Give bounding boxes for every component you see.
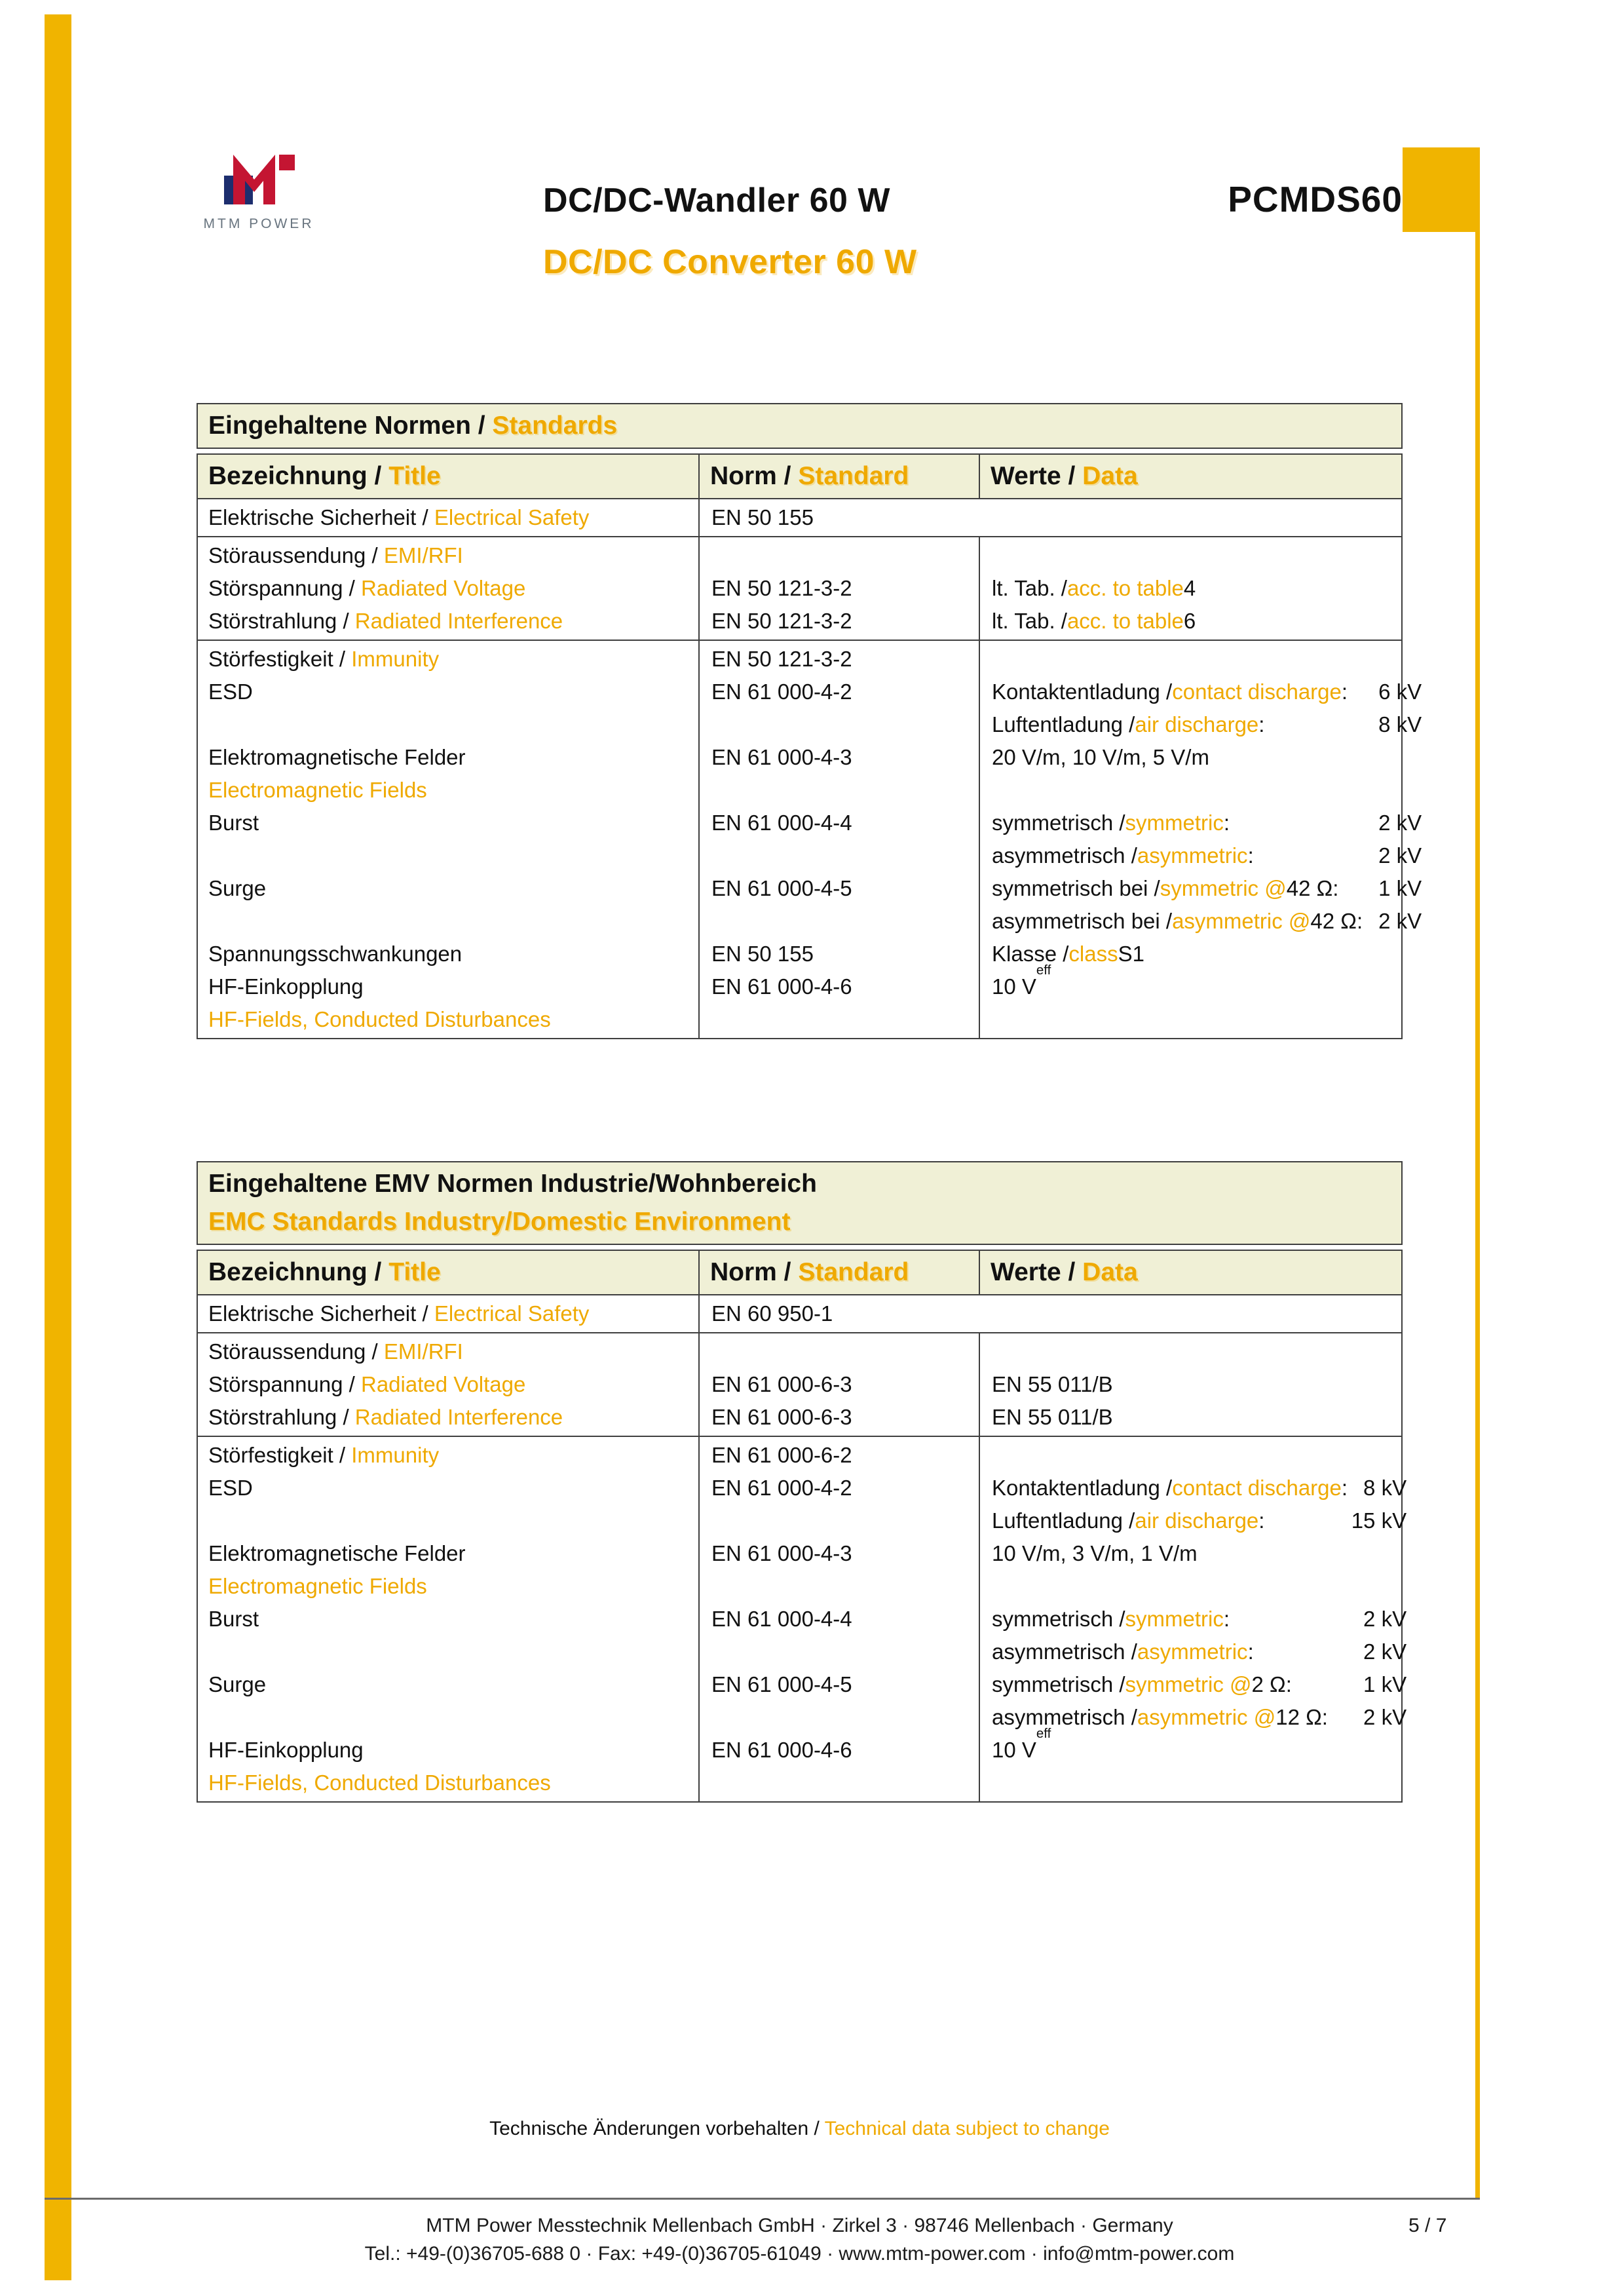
change-notice — [197, 2118, 1403, 2140]
text-segment: EN 61 000-4-6 — [711, 974, 852, 999]
row-norm — [700, 872, 979, 905]
row-title — [198, 938, 698, 970]
text-segment: HF-Einkopplung — [208, 1738, 364, 1762]
standards-table-column-headers — [197, 453, 1403, 499]
text-segment: 42 Ω: — [1286, 876, 1339, 900]
row-title — [198, 807, 698, 839]
text-segment: EN 61 000-4-5 — [711, 876, 852, 900]
text-segment: Luftentladung / — [992, 712, 1135, 737]
column-header-0 — [198, 455, 698, 498]
text-segment: Electrical Safety — [434, 505, 590, 529]
text-segment: EN 61 000-4-3 — [711, 1541, 852, 1565]
row-value: 8 kV — [1363, 1476, 1407, 1500]
table-row-group — [198, 640, 1422, 1038]
text-segment: EN 61 000-4-2 — [711, 1476, 852, 1500]
row-norm — [700, 938, 979, 970]
text-segment: symmetrisch / — [992, 1672, 1125, 1696]
standards-table-body — [197, 499, 1422, 1039]
row-norm — [700, 708, 979, 741]
text-segment: Elektromagnetische Felder — [208, 1541, 466, 1565]
text-segment: symmetrisch / — [992, 1607, 1125, 1631]
row-norm — [700, 676, 979, 708]
row-norm — [700, 501, 1401, 534]
row-data — [980, 539, 1401, 572]
text-segment: ESD — [208, 679, 253, 704]
text-segment: lt. Tab. / — [992, 609, 1067, 633]
text-segment: : — [1223, 1607, 1230, 1631]
row-value: 2 kV — [1378, 843, 1422, 868]
name-column — [198, 499, 698, 536]
text-segment: 12 Ω: — [1275, 1705, 1328, 1729]
emc-table-body — [197, 1295, 1407, 1803]
row-value: 2 kV — [1363, 1607, 1407, 1631]
text-segment: : — [1341, 679, 1348, 704]
row-title — [198, 1603, 698, 1636]
name-column — [198, 1295, 698, 1332]
text-segment: EMI/RFI — [383, 1339, 463, 1364]
text-segment: Data — [1082, 462, 1138, 490]
text-segment: Werte / — [991, 462, 1083, 490]
text-segment: 42 Ω: — [1310, 909, 1363, 933]
data-column — [979, 641, 1435, 1038]
row-norm — [700, 1734, 979, 1767]
row-norm — [700, 1767, 979, 1799]
text-segment: Klasse / — [992, 942, 1069, 966]
text-segment: Electromagnetic Fields — [208, 1574, 427, 1598]
text-segment: eff — [1036, 963, 1051, 978]
row-title — [198, 872, 698, 905]
text-segment: : — [1247, 1639, 1254, 1664]
title-german: DC/DC-Wandler 60 W — [543, 182, 890, 220]
row-norm — [700, 1537, 979, 1570]
text-segment: EN 61 000-4-4 — [711, 811, 852, 835]
row-norm — [700, 1401, 979, 1434]
row-norm — [700, 970, 979, 1003]
page-number: 5 / 7 — [1408, 2215, 1447, 2236]
row-norm — [700, 1439, 979, 1472]
mtm-logo — [197, 143, 321, 232]
text-segment: Norm / — [710, 1258, 799, 1286]
row-data — [980, 1472, 1420, 1504]
change-notice-en: Technical data subject to change — [824, 2118, 1110, 2139]
row-value: 1 kV — [1363, 1672, 1407, 1696]
text-segment: EN 61 000-6-2 — [711, 1443, 852, 1467]
emc-table-column-headers — [197, 1250, 1403, 1295]
row-data — [980, 572, 1401, 605]
row-title — [198, 1335, 698, 1368]
text-segment: Elektromagnetische Felder — [208, 745, 466, 769]
row-value: 8 kV — [1378, 712, 1422, 737]
row-title — [198, 1297, 698, 1330]
name-column — [198, 537, 698, 640]
row-data — [980, 1668, 1420, 1701]
text-segment: Elektrische Sicherheit / — [208, 1301, 434, 1326]
norm-column — [698, 1333, 979, 1436]
column-header-0 — [198, 1251, 698, 1294]
row-data — [980, 605, 1401, 638]
text-segment: asymmetrisch bei / — [992, 909, 1173, 933]
text-segment: contact discharge — [1172, 679, 1342, 704]
row-title — [198, 970, 698, 1003]
row-title — [198, 1003, 698, 1036]
row-data — [980, 1439, 1420, 1472]
row-data — [980, 676, 1435, 708]
text-segment: EN 50 121-3-2 — [711, 576, 852, 600]
text-segment: contact discharge — [1172, 1476, 1342, 1500]
row-value: 2 kV — [1378, 811, 1422, 835]
text-segment: Title — [388, 1258, 441, 1286]
row-norm — [700, 572, 979, 605]
text-segment: Data — [1082, 1258, 1138, 1286]
row-norm — [700, 1297, 1401, 1330]
text-segment: air discharge — [1135, 1508, 1259, 1533]
row-norm — [700, 1668, 979, 1701]
text-segment: EN 50 121-3-2 — [711, 609, 852, 633]
text-segment: Störspannung / — [208, 576, 361, 600]
norm-column — [698, 499, 1401, 536]
row-title — [198, 1767, 698, 1799]
row-norm — [700, 1603, 979, 1636]
text-segment: EN 61 000-4-5 — [711, 1672, 852, 1696]
row-title — [198, 1439, 698, 1472]
text-segment: 10 V — [992, 974, 1036, 999]
emc-standards-table — [197, 1161, 1407, 1803]
norm-column — [698, 641, 979, 1038]
text-segment: 2 Ω: — [1251, 1672, 1292, 1696]
table-row-group — [198, 1436, 1407, 1801]
row-norm — [700, 605, 979, 638]
row-norm — [700, 905, 979, 938]
row-title — [198, 1537, 698, 1570]
right-accent-line — [1475, 232, 1480, 2198]
row-data — [980, 1003, 1435, 1036]
row-data — [980, 741, 1435, 774]
norm-column — [698, 537, 979, 640]
row-data — [980, 963, 1435, 1003]
text-segment: : — [1247, 843, 1254, 868]
text-segment: HF-Fields, Conducted Disturbances — [208, 1007, 551, 1031]
row-norm — [700, 741, 979, 774]
text-segment: asymmetric — [1137, 1639, 1248, 1664]
row-norm — [700, 1003, 979, 1036]
text-segment: symmetric — [1125, 1607, 1224, 1631]
text-segment: HF-Einkopplung — [208, 974, 364, 999]
row-title — [198, 1668, 698, 1701]
row-title — [198, 1636, 698, 1668]
text-segment: Bezeichnung / — [208, 1258, 389, 1286]
row-norm — [700, 807, 979, 839]
row-norm — [700, 1335, 979, 1368]
text-segment: Störfestigkeit / — [208, 647, 352, 671]
text-segment: Eingehaltene EMV Normen Industrie/Wohnbereich — [208, 1170, 817, 1198]
text-segment: EN 55 011/B — [992, 1372, 1113, 1396]
name-column — [198, 641, 698, 1038]
name-column — [198, 1437, 698, 1801]
text-segment: Radiated Interference — [354, 1405, 563, 1429]
text-segment: symmetrisch / — [992, 811, 1125, 835]
product-code: PCMDS60 — [1228, 179, 1403, 220]
text-segment: Luftentladung / — [992, 1508, 1135, 1533]
footer-divider — [45, 2198, 1480, 2200]
table-row-group — [198, 1295, 1401, 1332]
row-title — [198, 572, 698, 605]
text-segment: Eingehaltene Normen / — [208, 411, 493, 440]
text-segment: Surge — [208, 1672, 267, 1696]
text-segment: Kontaktentladung / — [992, 679, 1173, 704]
name-column — [198, 1333, 698, 1436]
left-accent-bar — [45, 14, 71, 2280]
standards-table-title — [197, 403, 1403, 449]
text-segment: class — [1068, 942, 1118, 966]
text-segment: Burst — [208, 1607, 259, 1631]
row-data — [980, 1504, 1420, 1537]
row-title — [198, 1570, 698, 1603]
text-segment: ESD — [208, 1476, 253, 1500]
text-segment: Elektrische Sicherheit / — [208, 505, 434, 529]
text-segment: Electromagnetic Fields — [208, 778, 427, 802]
row-data — [980, 708, 1435, 741]
row-data — [980, 1603, 1420, 1636]
row-title — [198, 1472, 698, 1504]
text-segment: EN 50 155 — [711, 505, 814, 529]
text-segment: Immunity — [351, 1443, 440, 1467]
row-title — [198, 676, 698, 708]
text-segment: EN 55 011/B — [992, 1405, 1113, 1429]
row-data — [980, 905, 1435, 938]
table-title-line — [208, 1203, 1391, 1241]
text-segment: Immunity — [351, 647, 440, 671]
row-title — [198, 1734, 698, 1767]
text-segment: lt. Tab. / — [992, 576, 1067, 600]
text-segment: Standards — [492, 411, 618, 440]
row-title — [198, 774, 698, 807]
text-segment: Standard — [798, 1258, 909, 1286]
row-norm — [700, 839, 979, 872]
row-data — [980, 643, 1435, 676]
row-data — [980, 1537, 1420, 1570]
row-norm — [700, 643, 979, 676]
text-segment: 10 V — [992, 1738, 1036, 1762]
table-row-group — [198, 536, 1401, 640]
column-header-2 — [979, 1251, 1401, 1294]
text-segment: : — [1258, 1508, 1265, 1533]
table-row-group — [198, 1332, 1401, 1436]
text-segment: air discharge — [1135, 712, 1259, 737]
text-segment: Störaussendung / — [208, 1339, 384, 1364]
text-segment: EN 61 000-4-2 — [711, 679, 852, 704]
text-segment: Störfestigkeit / — [208, 1443, 352, 1467]
row-value: 2 kV — [1378, 909, 1422, 933]
text-segment: : — [1258, 712, 1265, 737]
text-segment: Standard — [798, 462, 909, 490]
table-row-group — [198, 499, 1401, 536]
text-segment: S1 — [1118, 942, 1144, 966]
row-title — [198, 1504, 698, 1537]
row-norm — [700, 1636, 979, 1668]
row-title — [198, 539, 698, 572]
text-segment: asymmetric — [1137, 843, 1248, 868]
row-norm — [700, 1701, 979, 1734]
text-segment: Radiated Voltage — [361, 1372, 526, 1396]
column-header-1 — [698, 455, 979, 498]
text-segment: Burst — [208, 811, 259, 835]
title-english: DC/DC Converter 60 W — [543, 243, 917, 281]
row-norm — [700, 1570, 979, 1603]
text-segment: Bezeichnung / — [208, 462, 389, 490]
text-segment: Title — [388, 462, 441, 490]
text-segment: symmetric @ — [1125, 1672, 1252, 1696]
text-segment: Norm / — [710, 462, 799, 490]
change-notice-de: Technische Änderungen vorbehalten / — [489, 2118, 825, 2139]
text-segment: Kontaktentladung / — [992, 1476, 1173, 1500]
text-segment: 6 — [1183, 609, 1196, 633]
data-column — [979, 1437, 1420, 1801]
text-segment: Störaussendung / — [208, 543, 384, 567]
text-segment: HF-Fields, Conducted Disturbances — [208, 1770, 551, 1795]
row-data — [980, 872, 1435, 905]
text-segment: asymmetrisch / — [992, 1639, 1137, 1664]
document-header — [543, 178, 1403, 282]
row-data — [980, 1636, 1420, 1668]
column-header-2 — [979, 455, 1401, 498]
text-segment: Störstrahlung / — [208, 609, 355, 633]
row-title — [198, 708, 698, 741]
text-segment: acc. to table — [1067, 576, 1184, 600]
row-value: 2 kV — [1363, 1705, 1407, 1729]
text-segment: 20 V/m, 10 V/m, 5 V/m — [992, 745, 1209, 769]
text-segment: EN 61 000-4-4 — [711, 1607, 852, 1631]
text-segment: : — [1223, 811, 1230, 835]
row-data — [980, 1335, 1401, 1368]
row-norm — [700, 774, 979, 807]
company-address: MTM Power Messtechnik Mellenbach GmbH · Zirkel 3 · 98746 Mellenbach · Germany — [426, 2215, 1173, 2236]
table-title-line — [208, 1165, 1391, 1203]
text-segment: symmetric — [1125, 811, 1224, 835]
text-segment: Werte / — [991, 1258, 1083, 1286]
row-data — [980, 839, 1435, 872]
text-segment: EN 61 000-4-3 — [711, 745, 852, 769]
text-segment: EN 50 121-3-2 — [711, 647, 852, 671]
text-segment: Radiated Interference — [354, 609, 563, 633]
text-segment: EMC Standards Industry/Domestic Environment — [208, 1208, 791, 1236]
text-segment: EN 61 000-4-6 — [711, 1738, 852, 1762]
data-column — [979, 1333, 1401, 1436]
text-segment: EN 50 155 — [711, 942, 814, 966]
row-value: 2 kV — [1363, 1639, 1407, 1664]
data-column — [979, 537, 1401, 640]
text-segment: Störspannung / — [208, 1372, 361, 1396]
text-segment: acc. to table — [1067, 609, 1184, 633]
text-segment: Störstrahlung / — [208, 1405, 355, 1429]
text-segment: asymmetrisch / — [992, 843, 1137, 868]
row-norm — [700, 1472, 979, 1504]
logo-caption: MTM POWER — [203, 216, 314, 231]
row-data — [980, 1368, 1401, 1401]
row-value: 6 kV — [1378, 679, 1422, 704]
row-title — [198, 1368, 698, 1401]
text-segment: symmetrisch bei / — [992, 876, 1160, 900]
row-data — [980, 774, 1435, 807]
row-value: 1 kV — [1378, 876, 1422, 900]
row-norm — [700, 1504, 979, 1537]
standards-table — [197, 403, 1422, 1039]
company-contact: Tel.: +49-(0)36705-688 0 · Fax: +49-(0)36705-61049 · www.mtm-power.com · info@mtm-power.com — [364, 2243, 1235, 2265]
text-segment: 10 V/m, 3 V/m, 1 V/m — [992, 1541, 1198, 1565]
norm-column — [698, 1295, 1401, 1332]
row-norm — [700, 1368, 979, 1401]
text-segment: symmetric @ — [1160, 876, 1287, 900]
row-title — [198, 501, 698, 534]
text-segment: Spannungsschwankungen — [208, 942, 463, 966]
text-segment: EN 61 000-6-3 — [711, 1372, 852, 1396]
row-title — [198, 1701, 698, 1734]
mtm-logo-mark — [216, 143, 301, 211]
text-segment: Electrical Safety — [434, 1301, 590, 1326]
row-data — [980, 1570, 1420, 1603]
norm-column — [698, 1437, 979, 1801]
row-data — [980, 1401, 1401, 1434]
row-value: 15 kV — [1351, 1508, 1407, 1533]
row-norm — [700, 539, 979, 572]
text-segment: EN 61 000-6-3 — [711, 1405, 852, 1429]
text-segment: EMI/RFI — [383, 543, 463, 567]
row-data — [980, 1767, 1420, 1799]
text-segment: asymmetric @ — [1172, 909, 1311, 933]
text-segment: 4 — [1183, 576, 1196, 600]
text-segment: EN 60 950-1 — [711, 1301, 833, 1326]
top-right-accent-square — [1403, 147, 1480, 232]
row-data — [980, 807, 1435, 839]
column-header-1 — [698, 1251, 979, 1294]
row-title — [198, 839, 698, 872]
text-segment: asymmetric @ — [1137, 1705, 1276, 1729]
row-data — [980, 1726, 1420, 1767]
text-segment: : — [1341, 1476, 1348, 1500]
text-segment: Surge — [208, 876, 267, 900]
text-segment: asymmetrisch / — [992, 1705, 1137, 1729]
row-title — [198, 905, 698, 938]
table-title-line — [208, 407, 1391, 445]
header-title-row — [543, 178, 1403, 220]
text-segment: eff — [1036, 1726, 1051, 1741]
row-title — [198, 643, 698, 676]
emc-table-title — [197, 1161, 1403, 1245]
row-title — [198, 741, 698, 774]
row-title — [198, 605, 698, 638]
row-title — [198, 1401, 698, 1434]
text-segment: Radiated Voltage — [361, 576, 526, 600]
